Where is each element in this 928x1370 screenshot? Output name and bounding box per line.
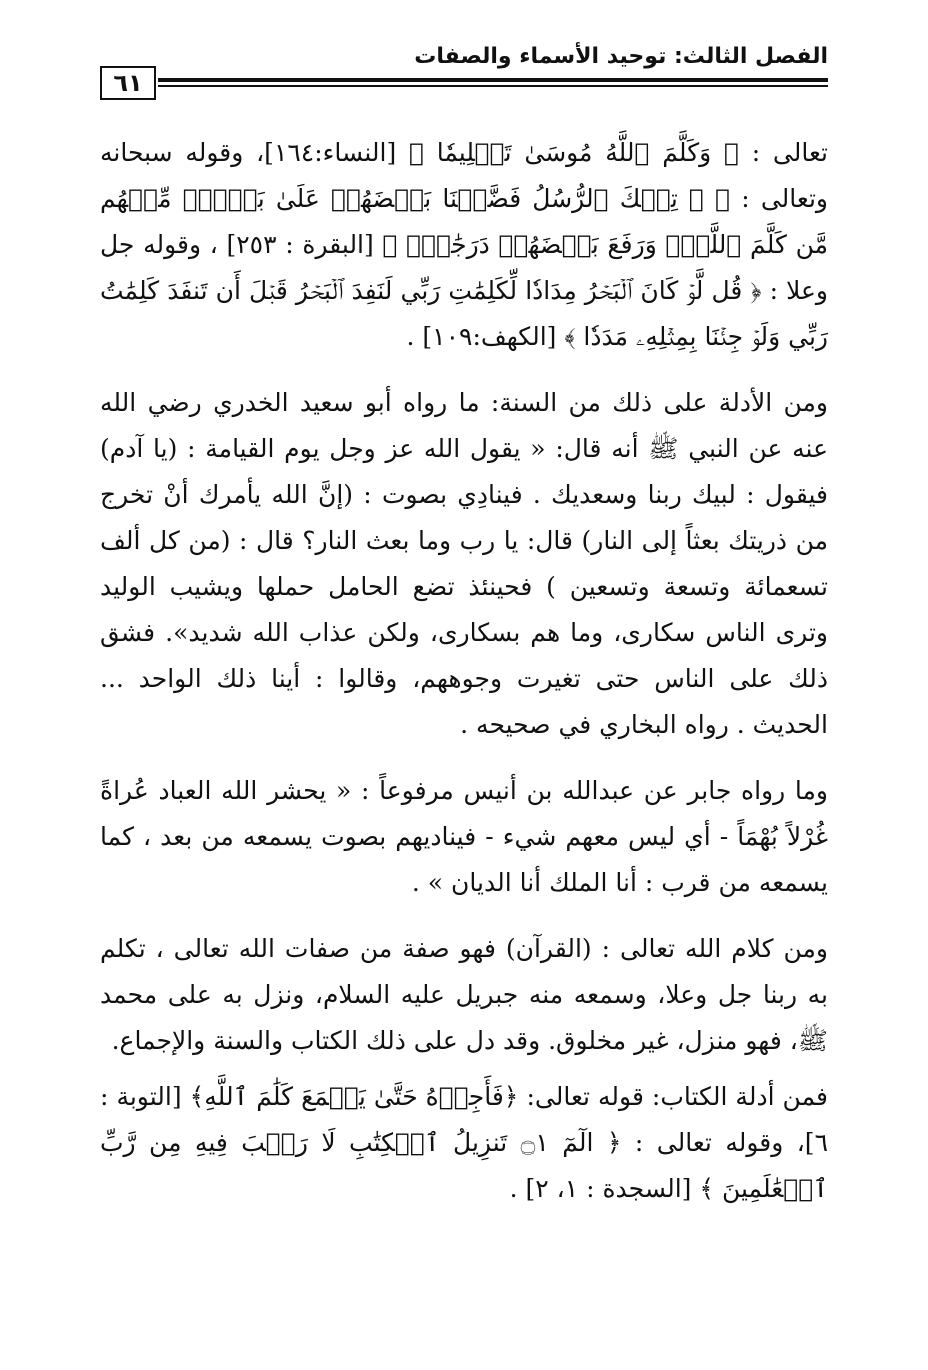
- paragraph-sunnah-evidence-abu-said: ومن الأدلة على ذلك من السنة: ما رواه أبو سعيد الخدري رضي الله عنه عن النبي ﷺ أنه قال: « يقول الله عز وجل يوم القيامة : (يا آدم) فيقول : لبيك ربنا وسعديك . فينادِي بصوت : (إنَّ الله يأمرك أنْ تخرج من ذريتك بعثاً إلى النار) قال: يا رب وما بعث النار؟ قال : (من كل ألف تسعمائة وتسعة وتسعين ) فحينئذ تضع الحامل حملها ويشيب الوليد وترى الناس سكارى، وما هم بسكارى، ولكن عذاب الله شديد». فشق ذلك على الناس حتى تغيرت وجوههم، وقالوا : أينا ذلك الواحد ... الحديث . رواه البخاري في صحيحه .: [100, 388, 828, 739]
- paragraph-quran-attribute: ومن كلام الله تعالى : (القرآن) فهو صفة من صفات الله تعالى ، تكلم به ربنا جل وعلا، وسمعه منه جبريل عليه السلام، ونزل به على محمد ﷺ، فهو منزل، غير مخلوق. وقد دل على ذلك الكتاب والسنة والإجماع.: [100, 934, 828, 1055]
- page-header: [100, 38, 828, 108]
- paragraph-quran-evidence-1: تعالى : ﴿ وَكَلَّمَ ٱللَّهُ مُوسَىٰ تَكۡلِيمٗا ﴾ [النساء:١٦٤]، وقوله سبحانه وتعالى : ﴿ ۞ تِلۡكَ ٱلرُّسُلُ فَضَّلۡنَا بَعۡضَهُمۡ عَلَىٰ بَعۡضٖۘ مِّنۡهُم مَّن كَلَّمَ ٱللَّهُۖ وَرَفَعَ بَعۡضَهُمۡ دَرَجَٰتٖۚ ﴾ [البقرة : ٢٥٣] ، وقوله جل وعلا : ﴿ قُل لَّوۡ كَانَ ٱلۡبَحۡرُ مِدَادٗا لِّكَلِمَٰتِ رَبِّي لَنَفِدَ ٱلۡبَحۡرُ قَبۡلَ أَن تَنفَدَ كَلِمَٰتُ رَبِّي وَلَوۡ جِئۡنَا بِمِثۡلِهِۦ مَدَدٗا ﴾ [الكهف:١٠٩] .: [100, 138, 828, 351]
- header-rule-thick: [158, 78, 828, 82]
- paragraph-book-evidence: فمن أدلة الكتاب: قوله تعالى: ﴿فَأَجِرۡهُ حَتَّىٰ يَسۡمَعَ كَلَٰمَ ٱللَّهِ﴾ [التوبة : ٦]، وقوله تعالى : ﴿ الٓمٓ ۝١ تَنزِيلُ ٱلۡكِتَٰبِ لَا رَيۡبَ فِيهِ مِن رَّبِّ ٱلۡعَٰلَمِينَ ﴾ [السجدة : ١، ٢] .: [100, 1082, 828, 1203]
- header-rule-thin: [158, 85, 828, 87]
- chapter-title: الفصل الثالث: توحيد الأسماء والصفات: [414, 44, 828, 69]
- page-body: [100, 130, 828, 1212]
- paragraph-sunnah-evidence-jabir: وما رواه جابر عن عبدالله بن أنيس مرفوعاً : « يحشر الله العباد عُراةً غُرْلاً بُهْمَاً - أي ليس معهم شيء - فيناديهم بصوت يسمعه من بعد ، كما يسمعه من قرب : أنا الملك أنا الديان » .: [100, 776, 828, 897]
- page-number: ٦١: [100, 66, 156, 100]
